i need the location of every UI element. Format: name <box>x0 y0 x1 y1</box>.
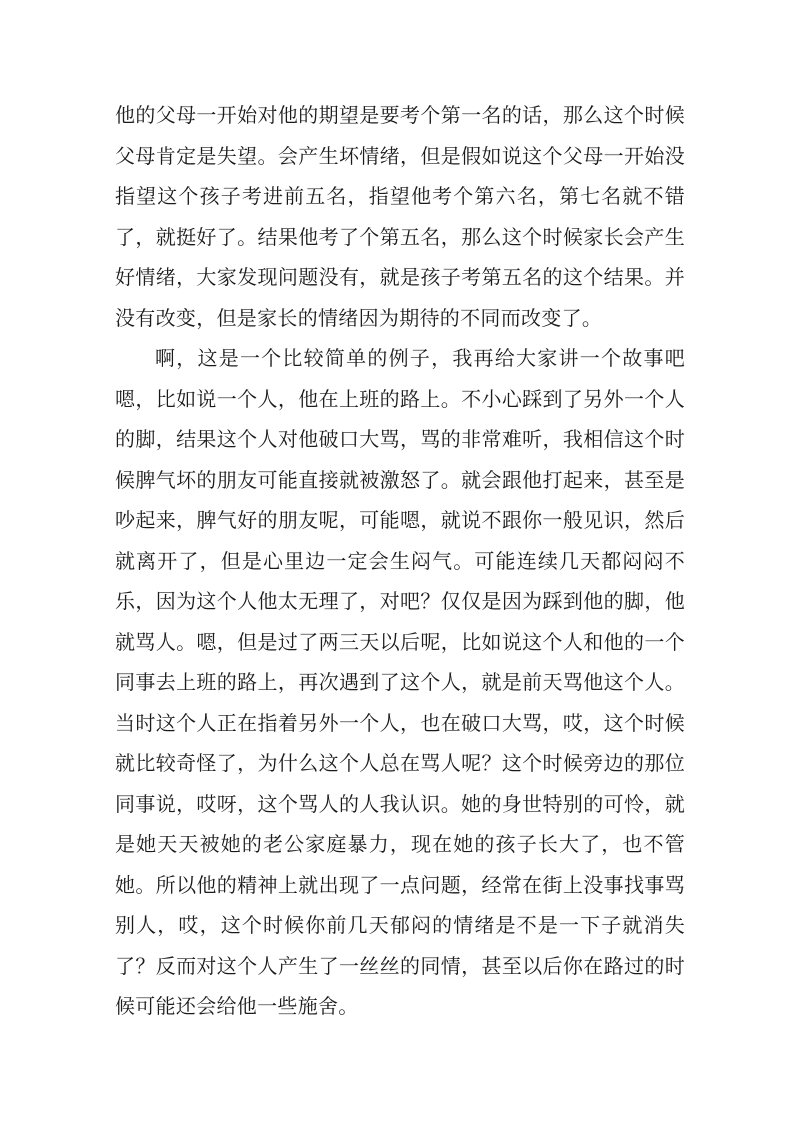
document-body <box>115 95 685 1027</box>
paragraph-1: 他的父母一开始对他的期望是要考个第一名的话，那么这个时候父母肯定是失望。会产生坏情绪，但是假如说这个父母一开始没指望这个孩子考进前五名，指望他考个第六名，第七名就不错了，就挺好了。结果他考了个第五名，那么这个时候家长会产生好情绪，大家发现问题没有，就是孩子考第五名的这个结果。并没有改变，但是家长的情绪因为期待的不同而改变了。 <box>115 103 685 330</box>
paragraph-2: 啊，这是一个比较简单的例子，我再给大家讲一个故事吧嗯，比如说一个人，他在上班的路上。不小心踩到了另外一个人的脚，结果这个人对他破口大骂，骂的非常难听，我相信这个时候脾气坏的朋友可能直接就被激怒了。就会跟他打起来，甚至是吵起来，脾气好的朋友呢，可能嗯，就说不跟你一般见识，然后就离开了，但是心里边一定会生闷气。可能连续几天都闷闷不乐，因为这个人他太无理了，对吧？仅仅是因为踩到他的脚，他就骂人。嗯，但是过了两三天以后呢，比如说这个人和他的一个同事去上班的路上，再次遇到了这个人，就是前天骂他这个人。当时这个人正在指着另外一个人，也在破口大骂，哎，这个时候就比较奇怪了，为什么这个人总在骂人呢？这个时候旁边的那位同事说，哎呀，这个骂人的人我认识。她的身世特别的可怜，就是她天天被她的老公家庭暴力，现在她的孩子长大了，也不管她。所以他的精神上就出现了一点问题，经常在街上没事找事骂别人，哎，这个时候你前几天郁闷的情绪是不是一下子就消失了？反而对这个人产生了一丝丝的同情，甚至以后你在路过的时候可能还会给他一些施舍。 <box>115 346 685 1018</box>
